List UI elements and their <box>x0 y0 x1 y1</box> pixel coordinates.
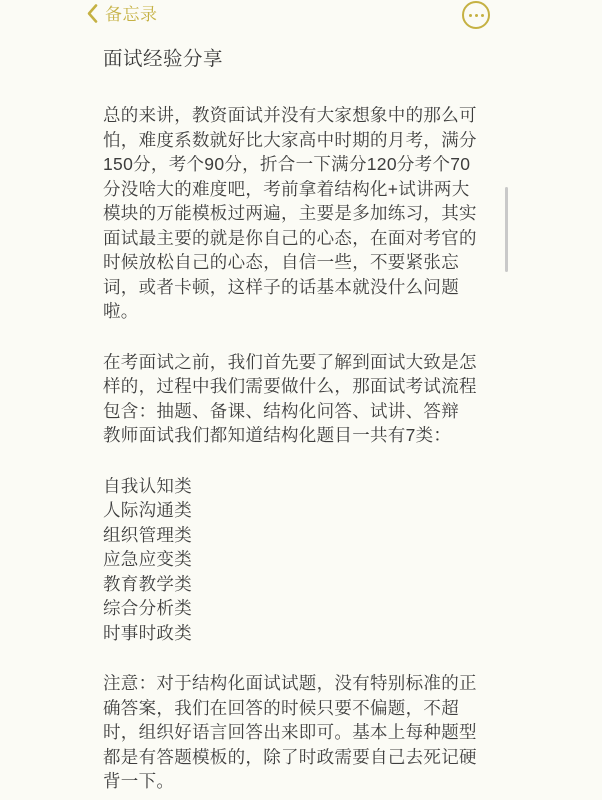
note-line: 包含：抽题、备课、结构化问答、试讲、答辩 <box>103 400 459 421</box>
note-line: 背一下。 <box>103 771 175 791</box>
category-item: 组织管理类 <box>103 524 192 545</box>
category-list <box>103 474 523 646</box>
category-item: 自我认知类 <box>103 475 192 496</box>
category-item: 人际沟通类 <box>103 500 192 520</box>
note-line: 啦。 <box>103 301 139 321</box>
chevron-left-icon <box>86 3 98 27</box>
note-line: 在考面试之前，我们首先要了解到面试大致是怎 <box>103 351 477 372</box>
note-line: 总的来讲，教资面试并没有大家想象中的那么可 <box>103 105 477 125</box>
back-button[interactable] <box>86 3 158 27</box>
note-line: 分没啥大的难度吧，考前拿着结构化+试讲两大 <box>103 178 470 199</box>
note-line: 面试最主要的就是你自己的心态，在面对考官的 <box>103 227 477 248</box>
note-content[interactable] <box>103 46 523 794</box>
note-line: 150分，考个90分，折合一下满分120分考个70 <box>103 154 471 174</box>
ellipsis-icon <box>469 14 472 17</box>
category-item: 时事时政类 <box>103 622 192 643</box>
note-line: 词，或者卡顿，这样子的话基本就没什么问题 <box>103 276 459 297</box>
category-item: 应急应变类 <box>103 549 192 569</box>
note-line: 注意：对于结构化面试试题，没有特别标准的正 <box>103 673 477 693</box>
note-line: 都是有答题模板的，除了时政需要自己去死记硬 <box>103 746 477 767</box>
category-item: 教育教学类 <box>103 573 192 594</box>
navbar <box>0 0 602 34</box>
note-paragraph <box>103 103 523 324</box>
note-paragraph <box>103 350 523 448</box>
note-line: 确答案，我们在回答的时候只要不偏题，不超 <box>103 697 459 718</box>
note-paragraph <box>103 671 523 794</box>
ellipsis-icon <box>481 14 484 17</box>
more-button[interactable] <box>462 1 490 29</box>
ellipsis-icon <box>475 14 478 17</box>
note-line: 怕，难度系数就好比大家高中时期的月考，满分 <box>103 129 477 150</box>
note-line: 模块的万能模板过两遍，主要是多加练习，其实 <box>103 203 477 223</box>
note-line: 时候放松自己的心态，自信一些，不要紧张忘 <box>103 252 459 272</box>
note-title: 面试经验分享 <box>103 48 224 70</box>
category-item: 综合分析类 <box>103 598 192 618</box>
note-line: 样的，过程中我们需要做什么，那面试考试流程 <box>103 376 477 396</box>
note-line: 时，组织好语言回答出来即可。基本上每种题型 <box>103 722 477 742</box>
back-label: 备忘录 <box>105 5 158 24</box>
note-line: 教师面试我们都知道结构化题目一共有7类： <box>103 425 452 445</box>
